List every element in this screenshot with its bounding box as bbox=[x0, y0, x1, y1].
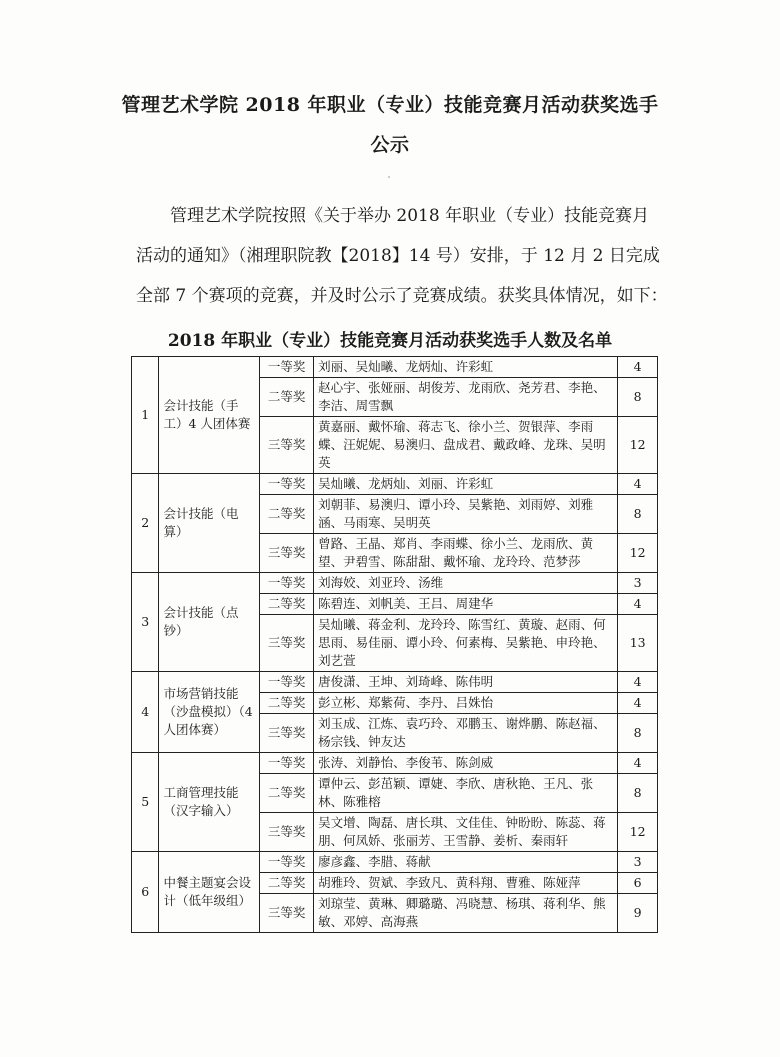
table-row bbox=[132, 753, 658, 774]
winner-count: 4 bbox=[618, 474, 658, 495]
winner-count: 9 bbox=[618, 894, 658, 933]
competition-number: 4 bbox=[132, 672, 159, 753]
award-level: 二等奖 bbox=[260, 873, 314, 894]
winner-count: 3 bbox=[618, 573, 658, 594]
winner-names: 吴灿曦、龙炳灿、刘丽、许彩虹 bbox=[314, 474, 618, 495]
winner-names: 吴灿曦、蒋金利、龙玲玲、陈雪红、黄璇、赵雨、何思雨、易佳丽、谭小玲、何素梅、吴紫艳、申玲艳、刘艺萱 bbox=[314, 615, 618, 672]
award-level: 三等奖 bbox=[260, 894, 314, 933]
award-level: 三等奖 bbox=[260, 813, 314, 852]
scan-dot bbox=[388, 176, 390, 178]
award-level: 二等奖 bbox=[260, 594, 314, 615]
awards-table bbox=[131, 356, 658, 933]
table-row bbox=[132, 672, 658, 693]
award-level: 二等奖 bbox=[260, 495, 314, 534]
winner-count: 4 bbox=[618, 693, 658, 714]
winner-count: 4 bbox=[618, 357, 658, 378]
award-level: 二等奖 bbox=[260, 774, 314, 813]
table-row bbox=[132, 474, 658, 495]
winner-count: 12 bbox=[618, 534, 658, 573]
competition-name: 会计技能（手工）4 人团体赛 bbox=[159, 357, 260, 474]
intro-paragraph bbox=[136, 196, 676, 316]
winner-count: 12 bbox=[618, 417, 658, 474]
award-level: 一等奖 bbox=[260, 474, 314, 495]
winner-count: 4 bbox=[618, 672, 658, 693]
winner-names: 彭立彬、郑紫荷、李丹、吕姝怡 bbox=[314, 693, 618, 714]
winner-names: 张涛、刘静怡、李俊苇、陈剑威 bbox=[314, 753, 618, 774]
intro-line-1: 管理艺术学院按照《关于举办 2018 年职业（专业）技能竞赛月 bbox=[170, 206, 650, 226]
winner-count: 6 bbox=[618, 873, 658, 894]
competition-number: 3 bbox=[132, 573, 159, 672]
winner-names: 赵心宇、张娅丽、胡俊芳、龙雨欣、尧芳君、李艳、李洁、周雪飘 bbox=[314, 378, 618, 417]
award-level: 三等奖 bbox=[260, 714, 314, 753]
intro-line-2: 活动的通知》（湘理职院教【2018】14 号）安排，于 12 月 2 日完成 bbox=[136, 246, 660, 266]
competition-number: 6 bbox=[132, 852, 159, 933]
winner-names: 廖彦鑫、李腊、蒋献 bbox=[314, 852, 618, 873]
doc-title-line1: 管理艺术学院 2018 年职业（专业）技能竞赛月活动获奖选手 bbox=[121, 94, 659, 116]
winner-count: 8 bbox=[618, 714, 658, 753]
award-level: 三等奖 bbox=[260, 615, 314, 672]
competition-name: 工商管理技能（汉字输入） bbox=[159, 753, 260, 852]
table-row bbox=[132, 357, 658, 378]
winner-names: 胡雅玲、贺斌、李致凡、黄科翔、曹雅、陈娅萍 bbox=[314, 873, 618, 894]
award-level: 一等奖 bbox=[260, 672, 314, 693]
table-row bbox=[132, 852, 658, 873]
award-level: 一等奖 bbox=[260, 753, 314, 774]
award-level: 二等奖 bbox=[260, 693, 314, 714]
competition-number: 1 bbox=[132, 357, 159, 474]
competition-name: 中餐主题宴会设计（低年级组） bbox=[159, 852, 260, 933]
award-level: 一等奖 bbox=[260, 573, 314, 594]
winner-names: 吴文增、陶磊、唐长琪、文佳佳、钟盼盼、陈蕊、蒋朋、何凤娇、张丽芳、王雪静、姜析、秦雨轩 bbox=[314, 813, 618, 852]
competition-number: 2 bbox=[132, 474, 159, 573]
winner-names: 黄嘉丽、戴怀瑜、蒋志飞、徐小兰、贺银萍、李雨蝶、汪妮妮、易澳归、盘成君、戴政峰、龙珠、吴明英 bbox=[314, 417, 618, 474]
intro-line-3: 全部 7 个赛项的竞赛，并及时公示了竞赛成绩。获奖具体情况，如下： bbox=[136, 286, 668, 306]
winner-count: 8 bbox=[618, 774, 658, 813]
winner-count: 3 bbox=[618, 852, 658, 873]
winner-names: 刘海姣、刘亚玲、汤维 bbox=[314, 573, 618, 594]
doc-title-line2: 公示 bbox=[370, 134, 410, 156]
award-level: 二等奖 bbox=[260, 378, 314, 417]
competition-number: 5 bbox=[132, 753, 159, 852]
winner-count: 4 bbox=[618, 753, 658, 774]
winner-names: 曾路、王晶、郑肖、李雨蝶、徐小兰、龙雨欣、黄望、尹碧雪、陈甜甜、戴怀瑜、龙玲玲、范梦莎 bbox=[314, 534, 618, 573]
winner-count: 13 bbox=[618, 615, 658, 672]
winner-count: 4 bbox=[618, 594, 658, 615]
winner-names: 刘丽、吴灿曦、龙炳灿、许彩虹 bbox=[314, 357, 618, 378]
award-level: 一等奖 bbox=[260, 852, 314, 873]
award-level: 一等奖 bbox=[260, 357, 314, 378]
competition-name: 会计技能（电算） bbox=[159, 474, 260, 573]
winner-count: 8 bbox=[618, 495, 658, 534]
winner-names: 刘朝菲、易澳归、谭小玲、吴紫艳、刘雨婷、刘雅涵、马雨寒、吴明英 bbox=[314, 495, 618, 534]
winner-names: 刘琼莹、黄琳、卿璐璐、冯晓慧、杨琪、蒋利华、熊敏、邓婷、高海燕 bbox=[314, 894, 618, 933]
winner-names: 刘玉成、江炼、袁巧玲、邓鹏玉、谢烨鹏、陈赵福、杨宗钱、钟友达 bbox=[314, 714, 618, 753]
table-row bbox=[132, 573, 658, 594]
competition-name: 会计技能（点钞） bbox=[159, 573, 260, 672]
winner-names: 唐俊潇、王坤、刘琦峰、陈伟明 bbox=[314, 672, 618, 693]
table-title: 2018 年职业（专业）技能竞赛月活动获奖选手人数及名单 bbox=[167, 331, 613, 351]
winner-names: 谭仲云、彭茁颖、谭婕、李欣、唐秋艳、王凡、张林、陈雅榕 bbox=[314, 774, 618, 813]
winner-count: 12 bbox=[618, 813, 658, 852]
award-level: 三等奖 bbox=[260, 534, 314, 573]
award-level: 三等奖 bbox=[260, 417, 314, 474]
winner-count: 8 bbox=[618, 378, 658, 417]
competition-name: 市场营销技能（沙盘模拟）（4 人团体赛） bbox=[159, 672, 260, 753]
winner-names: 陈碧连、刘帆美、王吕、周建华 bbox=[314, 594, 618, 615]
